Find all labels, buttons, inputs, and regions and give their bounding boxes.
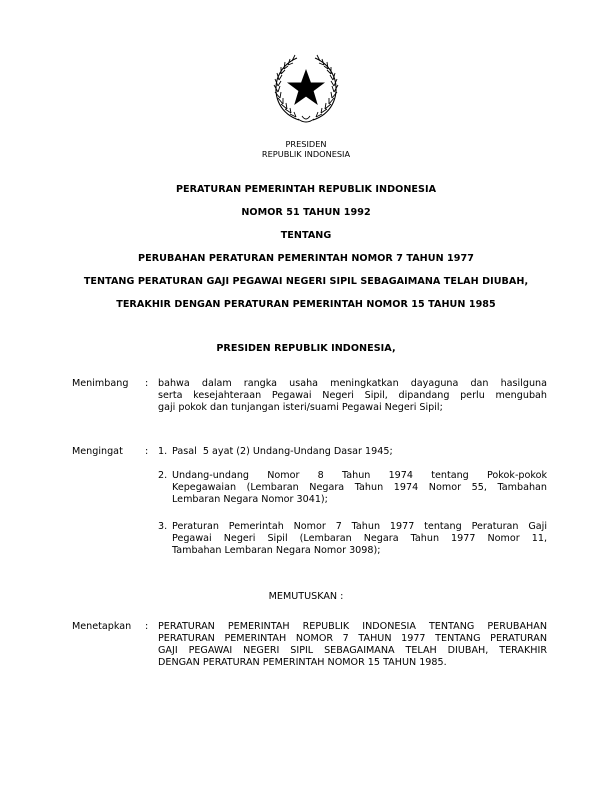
item-number: 3.: [158, 521, 168, 532]
menetapkan-colon: :: [145, 621, 149, 632]
item-line: Lembaran Negara Nomor 3041);: [172, 494, 328, 506]
item-line: Kepegawaian (Lembaran Negara Tahun 1974 Nomor 55, Tambahan: [172, 482, 547, 494]
item-text: [172, 470, 547, 506]
item-text: [172, 521, 547, 557]
menimbang-line: gaji pokok dan tunjangan isteri/suami Pegawai Negeri Sipil;: [158, 402, 443, 414]
item-line: Pasal 5 ayat (2) Undang-Undang Dasar 1945;: [172, 446, 393, 457]
memutuskan-heading: MEMUTUSKAN :: [268, 591, 344, 602]
title-subject-line3: TERAKHIR DENGAN PERATURAN PEMERINTAH NOMOR 15 TAHUN 1985: [116, 299, 496, 310]
menimbang-colon: :: [145, 378, 149, 389]
title-regulation: PERATURAN PEMERINTAH REPUBLIK INDONESIA: [175, 184, 437, 195]
menimbang-line: bahwa dalam rangka usaha meningkatkan dayaguna dan hasilguna: [158, 378, 547, 389]
menetapkan-line: DENGAN PERATURAN PEMERINTAH NOMOR 15 TAHUN 1985.: [158, 657, 447, 669]
item-number: 2.: [158, 470, 168, 481]
mengingat-colon: :: [145, 446, 149, 457]
item-line: Undang-undang Nomor 8 Tahun 1974 tentang Pokok-pokok: [172, 470, 547, 481]
menetapkan-line: PERATURAN PEMERINTAH REPUBLIK INDONESIA TENTANG PERUBAHAN: [158, 621, 547, 632]
menimbang-text: [158, 378, 547, 414]
menetapkan-line: GAJI PEGAWAI NEGERI SIPIL SEBAGAIMANA TELAH DIUBAH, TERAKHIR: [158, 645, 547, 657]
garuda-star-emblem-icon: [269, 52, 343, 126]
emblem-caption-presiden: PRESIDEN: [285, 139, 327, 149]
title-number: NOMOR 51 TAHUN 1992: [241, 207, 371, 218]
item-line: Pegawai Negeri Sipil (Lembaran Negara Tahun 1977 Nomor 11,: [172, 533, 547, 545]
emblem-caption-republik: REPUBLIK INDONESIA: [261, 149, 351, 159]
mengingat-label: Mengingat: [72, 446, 123, 457]
menetapkan-line: PERATURAN PEMERINTAH NOMOR 7 TAHUN 1977 TENTANG PERATURAN: [158, 633, 547, 645]
title-subject-line2: TENTANG PERATURAN GAJI PEGAWAI NEGERI SIPIL SEBAGAIMANA TELAH DIUBAH,: [83, 276, 529, 287]
item-line: Peraturan Pemerintah Nomor 7 Tahun 1977 tentang Peraturan Gaji: [172, 521, 547, 532]
menetapkan-label: Menetapkan: [72, 621, 132, 632]
president-heading: PRESIDEN REPUBLIK INDONESIA,: [216, 343, 396, 354]
mengingat-section: [72, 446, 547, 576]
title-tentang: TENTANG: [280, 230, 332, 241]
item-text: [172, 446, 547, 458]
title-subject-line1: PERUBAHAN PERATURAN PEMERINTAH NOMOR 7 TAHUN 1977: [138, 253, 474, 264]
menimbang-line: serta kesejahteraan Pegawai Negeri Sipil, dipandang perlu mengubah: [158, 390, 547, 402]
menimbang-section: [72, 378, 547, 418]
item-line: Tambahan Lembaran Negara Nomor 3098);: [172, 545, 381, 557]
menimbang-label: Menimbang: [72, 378, 129, 389]
item-number: 1.: [158, 446, 168, 457]
menetapkan-text: [158, 621, 547, 669]
menetapkan-section: [72, 621, 547, 673]
